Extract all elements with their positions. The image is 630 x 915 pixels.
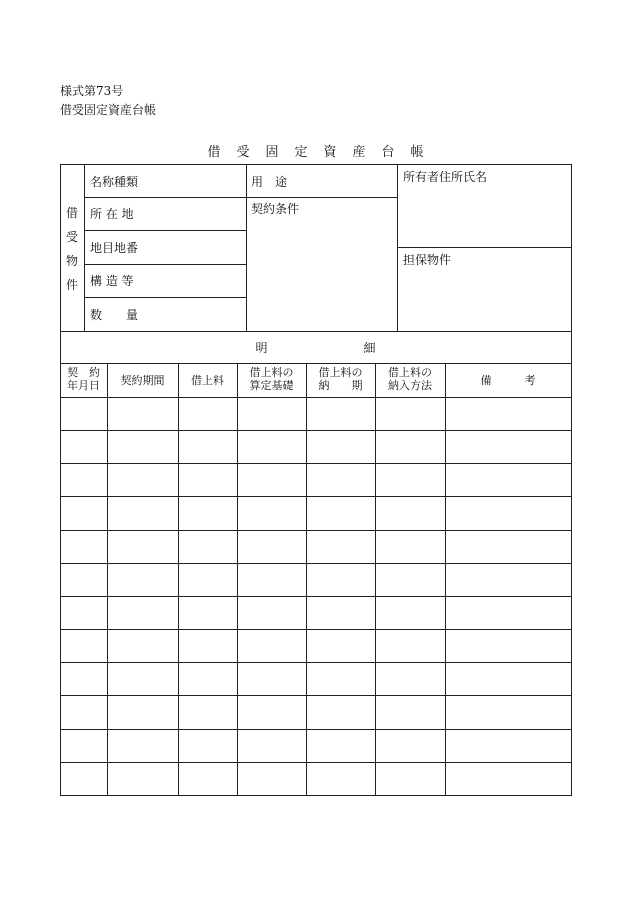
form-number: 様式第73号	[60, 84, 124, 98]
table-row	[60, 662, 572, 663]
side-label-char: 借	[66, 206, 79, 220]
column-header-line: 備 考	[480, 374, 536, 387]
table-row	[60, 563, 572, 564]
column-header-line: 契約期間	[120, 374, 165, 387]
collateral-label: 担保物件	[403, 253, 452, 267]
column-header-line: 借上料の	[318, 366, 363, 379]
table-row	[60, 496, 572, 497]
table-row	[60, 430, 572, 431]
table-row	[60, 596, 572, 597]
side-label-char: 物	[66, 254, 79, 268]
table-row	[60, 530, 572, 531]
column-header-contract-period	[107, 374, 178, 387]
column-header-line: 納 期	[318, 379, 363, 392]
column-header-rent-due	[306, 366, 375, 392]
page-title: 借受固定資産台帳	[207, 145, 440, 160]
column-header-line: 借上料	[191, 374, 224, 387]
location-label: 所 在 地	[90, 207, 134, 221]
contract-conditions-label: 契約条件	[251, 202, 300, 216]
table-row	[60, 397, 572, 398]
column-header-contract-date	[60, 366, 107, 392]
column-header-line: 借上料の	[388, 366, 432, 379]
purpose-label: 用 途	[251, 175, 288, 189]
column-header-line: 契 約	[67, 366, 100, 379]
structure-label: 構 造 等	[90, 274, 134, 288]
table-row	[60, 629, 572, 630]
column-header-payment-method	[375, 366, 445, 392]
form-name: 借受固定資産台帳	[60, 103, 157, 117]
table-row	[60, 695, 572, 696]
column-header-rent	[178, 374, 237, 387]
column-header-line: 納入方法	[388, 379, 432, 392]
table-row	[60, 463, 572, 464]
details-label: 明 細	[255, 341, 376, 355]
column-header-line: 借上料の	[249, 366, 294, 379]
land-category-label: 地目地番	[90, 241, 139, 255]
column-header-rent-basis	[237, 366, 306, 392]
quantity-label: 数 量	[90, 308, 139, 322]
table-row	[60, 762, 572, 763]
side-label-char: 件	[66, 278, 79, 292]
column-header-line: 算定基礎	[249, 379, 294, 392]
column-header-remarks	[445, 374, 571, 387]
column-header-line: 年月日	[67, 379, 100, 392]
table-row	[60, 729, 572, 730]
owner-address-name-label: 所有者住所氏名	[403, 170, 488, 184]
name-type-label: 名称種類	[90, 175, 139, 189]
side-label-char: 受	[66, 230, 79, 244]
